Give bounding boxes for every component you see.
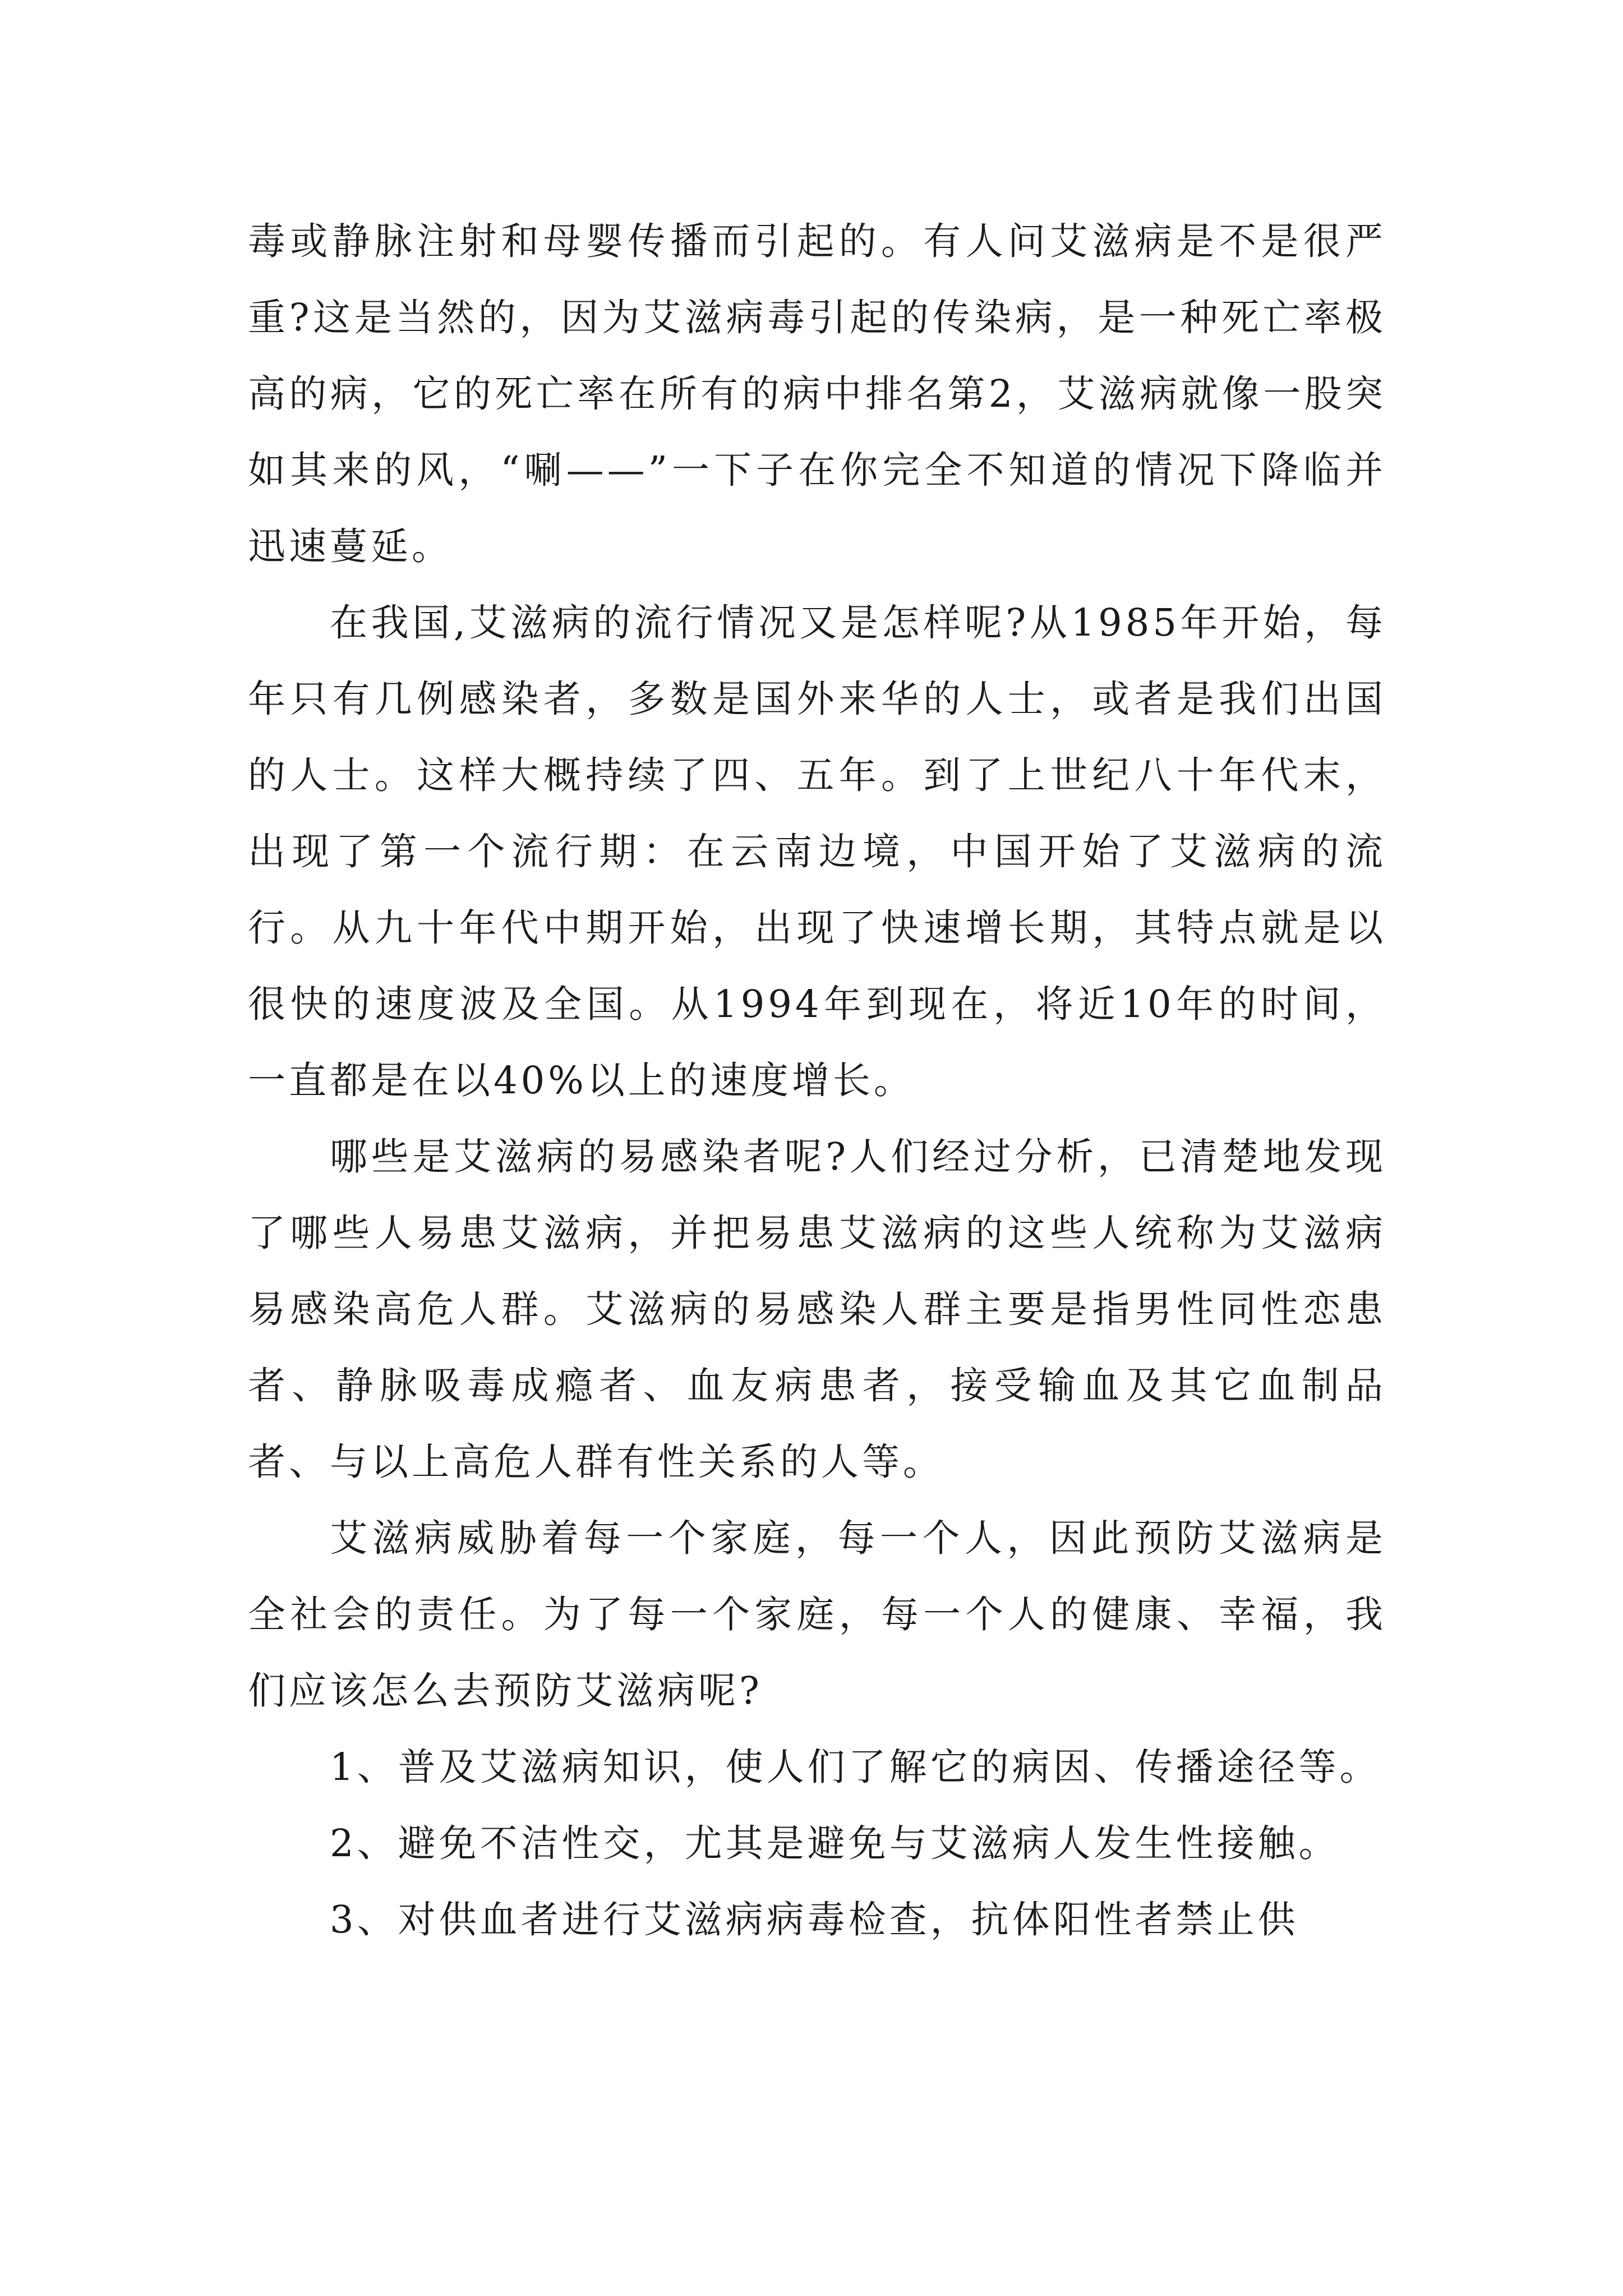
paragraph: 艾滋病威胁着每一个家庭，每一个人，因此预防艾滋病是全社会的责任。为了每一个家庭，每一个人的健康、幸福，我们应该怎么去预防艾滋病呢? xyxy=(248,1516,1386,1713)
list-item: 1、普及艾滋病知识，使人们了解它的病因、传播途径等。 xyxy=(330,1745,1381,1789)
paragraph: 哪些是艾滋病的易感染者呢?人们经过分析，已清楚地发现了哪些人易患艾滋病，并把易患艾滋病的这些人统称为艾滋病易感染高危人群。艾滋病的易感染人群主要是指男性同性恋患者、静脉吸毒成瘾者、血友病患者，接受输血及其它血制品者、与以上高危人群有性关系的人等。 xyxy=(248,1135,1386,1484)
paragraph: 在我国,艾滋病的流行情况又是怎样呢?从1985年开始，每年只有几例感染者，多数是国外来华的人士，或者是我们出国的人士。这样大概持续了四、五年。到了上世纪八十年代末，出现了第一个流行期：在云南边境，中国开始了艾滋病的流行。从九十年代中期开始，出现了快速增长期，其特点就是以很快的速度波及全国。从1994年到现在，将近10年的时间，一直都是在以40%以上的速度增长。 xyxy=(248,601,1386,1102)
body-text xyxy=(248,203,1386,1958)
paragraph-continued: 毒或静脉注射和母婴传播而引起的。有人问艾滋病是不是很严重?这是当然的，因为艾滋病毒引起的传染病，是一种死亡率极高的病，它的死亡率在所有的病中排名第2，艾滋病就像一股突如其来的风，“唰——”一下子在你完全不知道的情况下降临并迅速蔓延。 xyxy=(248,219,1386,568)
list-item: 2、避免不洁性交，尤其是避免与艾滋病人发生性接触。 xyxy=(330,1821,1340,1865)
list-item: 3、对供血者进行艾滋病病毒检查，抗体阳性者禁止供 xyxy=(330,1898,1299,1941)
